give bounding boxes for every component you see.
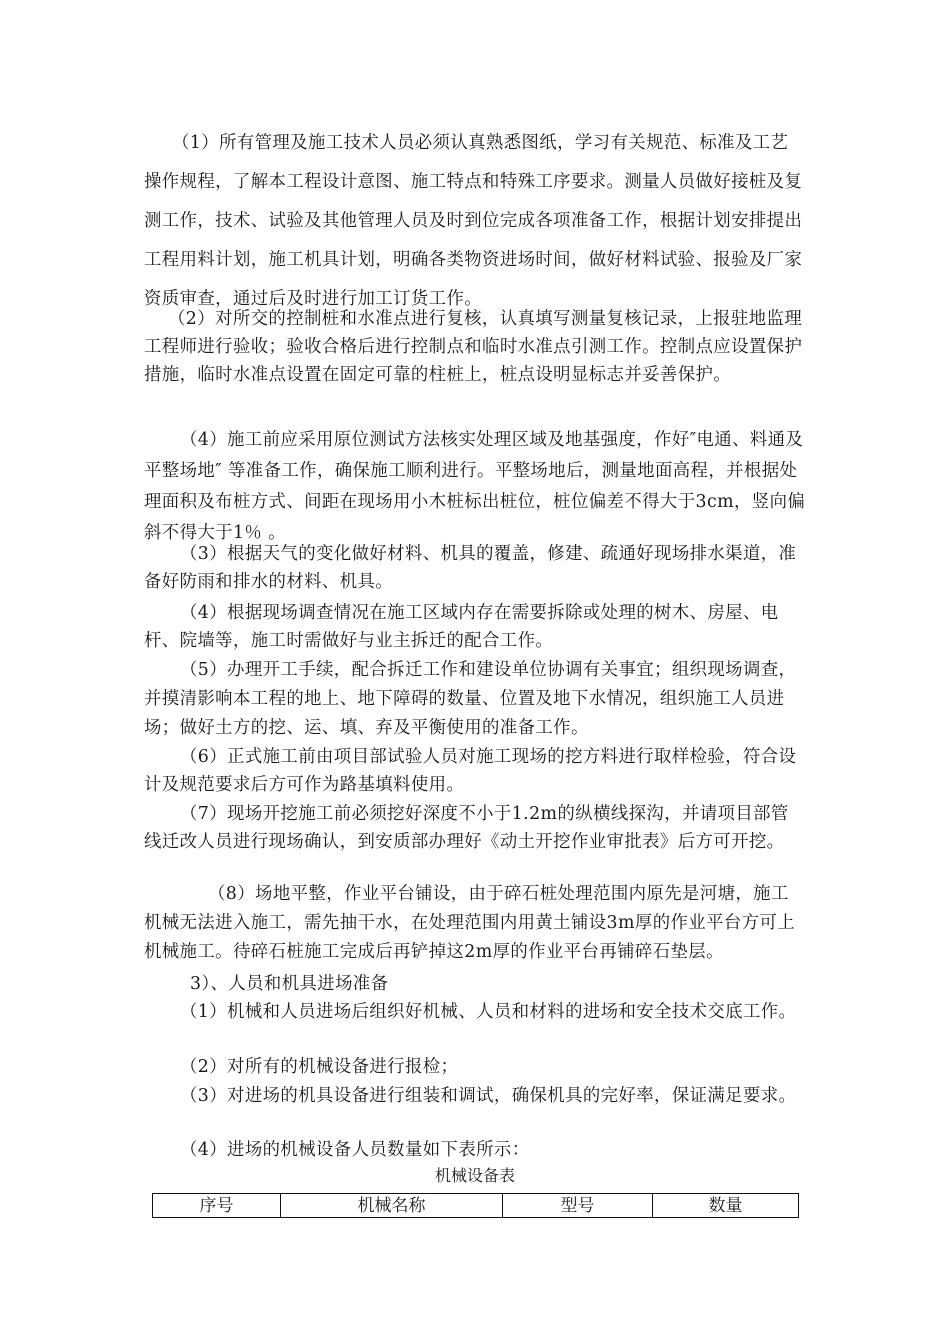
section-heading-personnel-equipment: 3）、人员和机具进场准备 bbox=[190, 974, 389, 994]
paragraph-field-testing: （4）施工前应采用原位测试方法核实处理区域及地基强度，作好″电通、料通及平整场地″ 等准备工作，确保施工顺利进行。平整场地后，测量地面高程，并根据处理面积及布桩方式、间距在现场用小木桩标出桩位，桩位偏差不得大于3cm，竖向偏斜不得大于1％ 。 bbox=[144, 430, 806, 543]
column-header-number: 序号 bbox=[153, 1194, 281, 1218]
equipment-table bbox=[152, 1193, 799, 1218]
paragraph-sampling: （6）正式施工前由项目部试验人员对施工现场的挖方料进行取样检验，符合设计及规范要求后方可作为路基填料使用。 bbox=[144, 747, 797, 795]
column-header-model: 型号 bbox=[503, 1194, 653, 1218]
paragraph-equipment-entry: （1）机械和人员进场后组织好机械、人员和材料的进场和安全技术交底工作。 bbox=[180, 1002, 797, 1022]
paragraph-demolition: （4）根据现场调查情况在施工区域内存在需要拆除或处理的树木、房屋、电杆、院墙等，施工时需做好与业主拆迁的配合工作。 bbox=[144, 603, 779, 651]
table-header-row bbox=[153, 1194, 799, 1218]
paragraph-inspection: （2）对所有的机械设备进行报检； bbox=[180, 1057, 459, 1077]
column-header-machine-name: 机械名称 bbox=[281, 1194, 503, 1218]
paragraph-preparation-1: （1）所有管理及施工技术人员必须认真熟悉图纸，学习有关规范、标准及工艺操作规程，了解本工程设计意图、施工特点和特殊工序要求。测量人员做好接桩及复测工作，技术、试验及其他管理人员及时到位完成各项准备工作，根据计划安排提出工程用料计划，施工机具计划，明确各类物资进场时间，做好材料试验、报验及厂家资质审查，通过后及时进行加工订货工作。 bbox=[144, 133, 803, 309]
paragraph-control-points: （2）对所交的控制桩和水准点进行复核，认真填写测量复核记录，上报驻地监理工程师进行验收；验收合格后进行控制点和临时水准点引测工作。控制点应设置保护措施，临时水准点设置在固定可靠的柱桩上，桩点设明显标志并妥善保护。 bbox=[144, 309, 803, 385]
paragraph-table-intro: （4）进场的机械设备人员数量如下表所示： bbox=[180, 1140, 530, 1160]
table-caption: 机械设备表 bbox=[434, 1166, 515, 1185]
paragraph-site-leveling: （8）场地平整，作业平台铺设，由于碎石桩处理范围内原先是河塘，施工机械无法进入施工，需先抽干水，在处理范围内用黄土铺设3m厚的作业平台方可上机械施工。待碎石桩施工完成后再铲掉这2m厚的作业平台再铺碎石垫层。 bbox=[144, 884, 796, 962]
paragraph-trenching: （7）现场开挖施工前必须挖好深度不小于1.2m的纵横线探沟，并请项目部管线迁改人员进行现场确认，到安质部办理好《动土开挖作业审批表》后方可开挖。 bbox=[144, 804, 789, 852]
paragraph-weather: （3）根据天气的变化做好材料、机具的覆盖，修建、疏通好现场排水渠道，准备好防雨和排水的材料、机具。 bbox=[144, 544, 797, 592]
paragraph-assembly: （3）对进场的机具设备进行组装和调试，确保机具的完好率，保证满足要求。 bbox=[180, 1086, 797, 1106]
column-header-quantity: 数量 bbox=[653, 1194, 799, 1218]
paragraph-permits: （5）办理开工手续，配合拆迁工作和建设单位协调有关事宜；组织现场调查，并摸清影响本工程的地上、地下障碍的数量、位置及地下水情况，组织施工人员进场；做好土方的挖、运、填、弃及平衡使用的准备工作。 bbox=[144, 660, 797, 738]
